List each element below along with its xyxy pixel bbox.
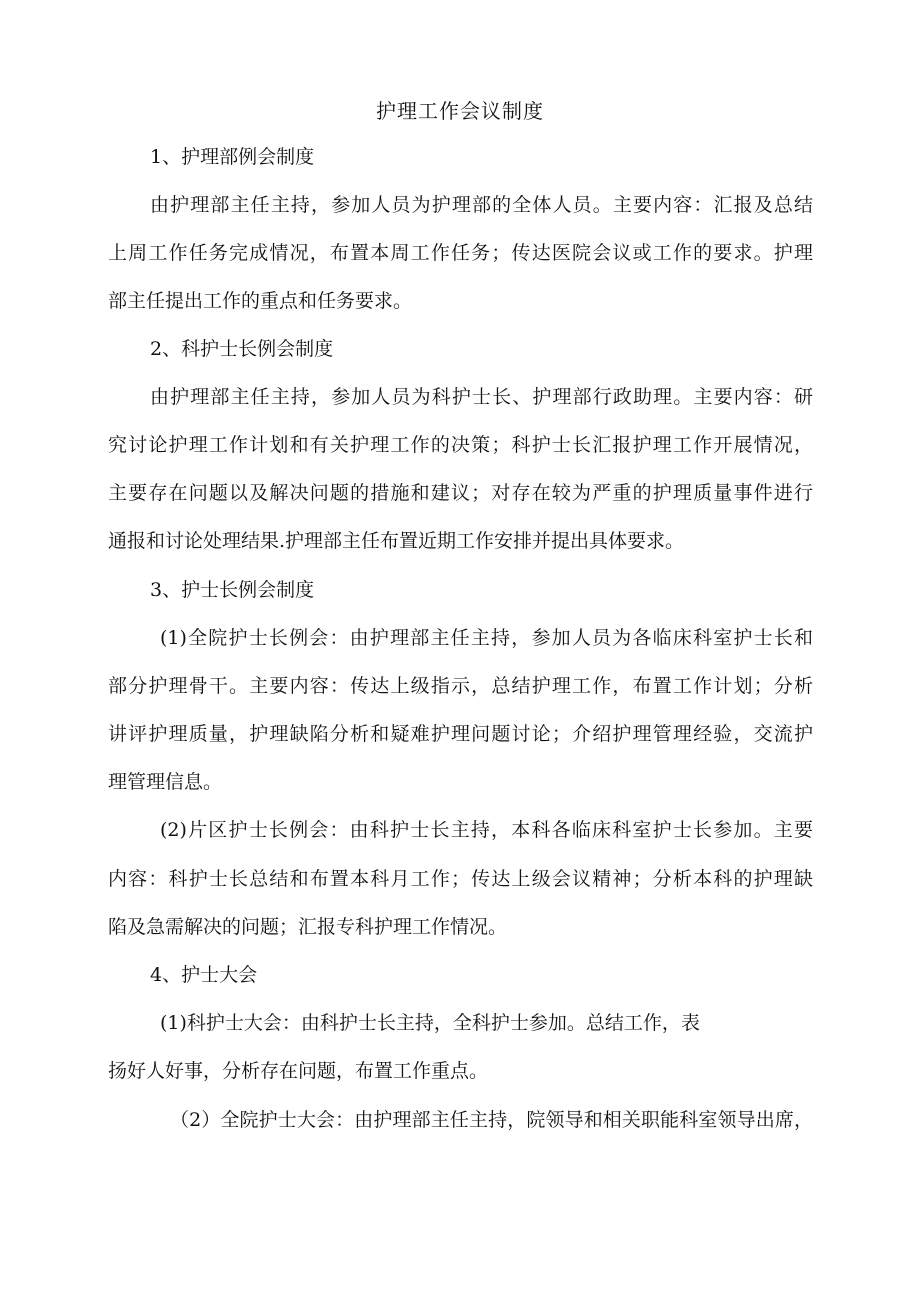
paragraph-line: 部分护理骨干。主要内容：传达上级指示，总结护理工作，布置工作计划；分析	[108, 675, 813, 697]
paragraph-line: 讲评护理质量，护理缺陷分析和疑难护理问题讨论；介绍护理管理经验，交流护	[108, 723, 813, 745]
paragraph-line: （2）全院护士大会：由护理部主任主持，院领导和相关职能科室领导出席，	[170, 1109, 813, 1131]
paragraph-line: (2)片区护士长例会：由科护士长主持，本科各临床科室护士长参加。主要	[160, 819, 813, 841]
document-title: 护理工作会议制度	[376, 99, 544, 123]
section-heading-3: 3、护士长例会制度	[150, 579, 315, 601]
section-heading-2: 2、科护士长例会制度	[150, 338, 334, 360]
paragraph-line: 通报和讨论处理结果.护理部主任布置近期工作安排并提出具体要求。	[108, 530, 685, 552]
paragraph-line: 究讨论护理工作计划和有关护理工作的决策；科护士长汇报护理工作开展情况，	[108, 434, 813, 456]
paragraph-line: (1)全院护士长例会：由护理部主任主持，参加人员为各临床科室护士长和	[160, 627, 813, 649]
paragraph-line: 扬好人好事，分析存在问题，布置工作重点。	[108, 1060, 489, 1082]
paragraph-line: 内容：科护士长总结和布置本科月工作；传达上级会议精神；分析本科的护理缺	[108, 868, 813, 890]
paragraph-line: 上周工作任务完成情况，布置本周工作任务；传达医院会议或工作的要求。护理	[108, 242, 813, 264]
section-heading-1: 1、护理部例会制度	[150, 146, 315, 168]
paragraph-line: 陷及急需解决的问题；汇报专科护理工作情况。	[108, 916, 508, 938]
paragraph-line: 由护理部主任主持，参加人员为护理部的全体人员。主要内容：汇报及总结	[150, 194, 813, 216]
section-heading-4: 4、护士大会	[150, 964, 258, 986]
paragraph-line: (1)科护士大会：由科护士长主持，全科护士参加。总结工作，表	[160, 1012, 700, 1034]
paragraph-line: 主要存在问题以及解决问题的措施和建议；对存在较为严重的护理质量事件进行	[108, 482, 813, 504]
paragraph-line: 由护理部主任主持，参加人员为科护士长、护理部行政助理。主要内容：研	[150, 386, 813, 408]
paragraph-line: 理管理信息。	[108, 771, 223, 793]
paragraph-line: 部主任提出工作的重点和任务要求。	[108, 290, 413, 312]
